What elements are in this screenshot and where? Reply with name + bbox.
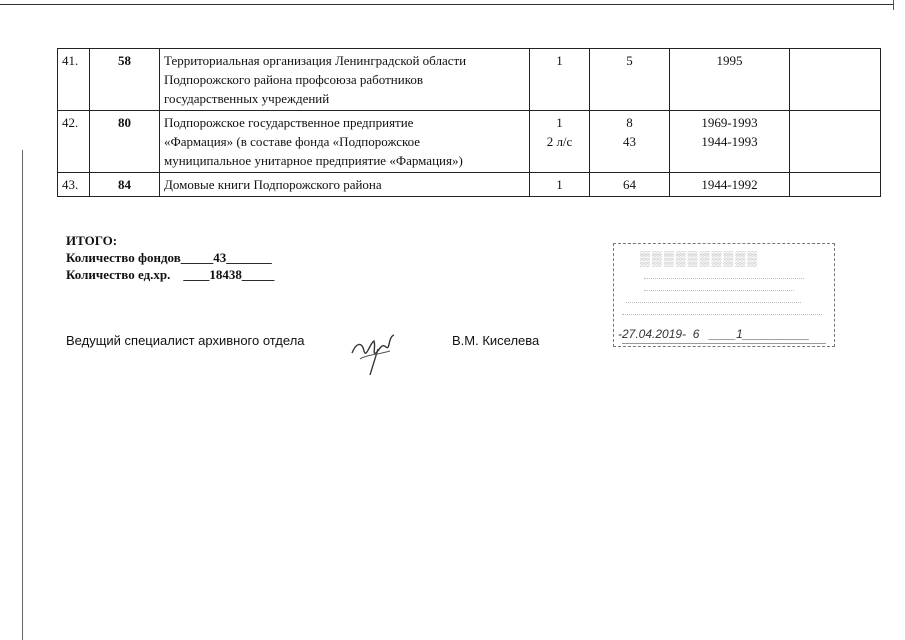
date-range	[670, 173, 790, 197]
signatory-name: В.М. Киселева	[452, 333, 540, 348]
units-count-cell	[590, 111, 670, 173]
fund-name	[160, 111, 530, 173]
cell-line: 1944-1992	[701, 177, 758, 192]
fund-name	[160, 49, 530, 111]
units-count-cell	[590, 49, 670, 111]
cell-line: 1969-1993	[701, 115, 758, 130]
table-row	[58, 173, 881, 197]
handwritten-signature	[346, 325, 402, 377]
fund-name	[160, 173, 530, 197]
stamp-line	[622, 314, 822, 315]
fund-number: 84	[90, 173, 160, 197]
cell-line: 1	[556, 115, 563, 130]
scan-edge-left	[22, 150, 23, 640]
scan-edge-corner	[893, 0, 894, 10]
inventory-count	[530, 49, 590, 111]
fund-name-line: Подпорожское государственное предприятие	[164, 115, 414, 130]
notes-cell	[790, 49, 881, 111]
totals-heading: ИТОГО:	[66, 233, 118, 248]
signatory-role: Ведущий специалист архивного отдела	[66, 333, 305, 348]
totals-block	[66, 232, 274, 283]
fund-name-line: государственных учреждений	[164, 91, 330, 106]
notes-cell	[790, 111, 881, 173]
table-row	[58, 49, 881, 111]
cell-line: 64	[623, 177, 636, 192]
cell-line: 43	[623, 134, 636, 149]
fund-name-line: Территориальная организация Ленинградской области	[164, 53, 467, 68]
fund-name-line: Домовые книги Подпорожского района	[164, 177, 382, 192]
date-range	[670, 49, 790, 111]
table-body	[58, 49, 881, 197]
row-number: 42.	[58, 111, 90, 173]
date-range	[670, 111, 790, 173]
fund-name-line: муниципальное унитарное предприятие «Фармация»)	[164, 153, 463, 168]
fund-name-line: «Фармация» (в составе фонда «Подпорожское	[164, 134, 421, 149]
stamp-line	[644, 278, 804, 279]
scan-edge-top	[0, 4, 893, 5]
cell-line: 2 л/с	[546, 134, 573, 149]
fund-name-line: Подпорожского района профсоюза работников	[164, 72, 424, 87]
archive-stamp	[613, 243, 835, 347]
row-number: 43.	[58, 173, 90, 197]
cell-line: 1	[556, 53, 563, 68]
fund-register-table	[57, 48, 881, 197]
row-number: 41.	[58, 49, 90, 111]
inventory-count	[530, 173, 590, 197]
cell-line: 5	[626, 53, 633, 68]
units-count-cell	[590, 173, 670, 197]
cell-line: 8	[626, 115, 633, 130]
units-count: Количество ед.хр. ____18438_____	[66, 267, 275, 282]
stamp-date: -27.04.2019- 6 ____1__________	[618, 327, 810, 341]
stamp-line	[644, 290, 794, 291]
cell-line: 1	[556, 177, 563, 192]
notes-cell	[790, 173, 881, 197]
stamp-baseline	[622, 343, 826, 344]
cell-line: 1944-1993	[701, 134, 758, 149]
stamp-title-faint: ▒▒▒▒▒▒▒▒▒▒	[640, 250, 760, 266]
fund-number: 58	[90, 49, 160, 111]
inventory-count	[530, 111, 590, 173]
stamp-line	[626, 302, 801, 303]
table-row	[58, 111, 881, 173]
funds-count: Количество фондов_____43_______	[66, 250, 272, 265]
cell-line: 1995	[716, 53, 743, 68]
fund-number: 80	[90, 111, 160, 173]
